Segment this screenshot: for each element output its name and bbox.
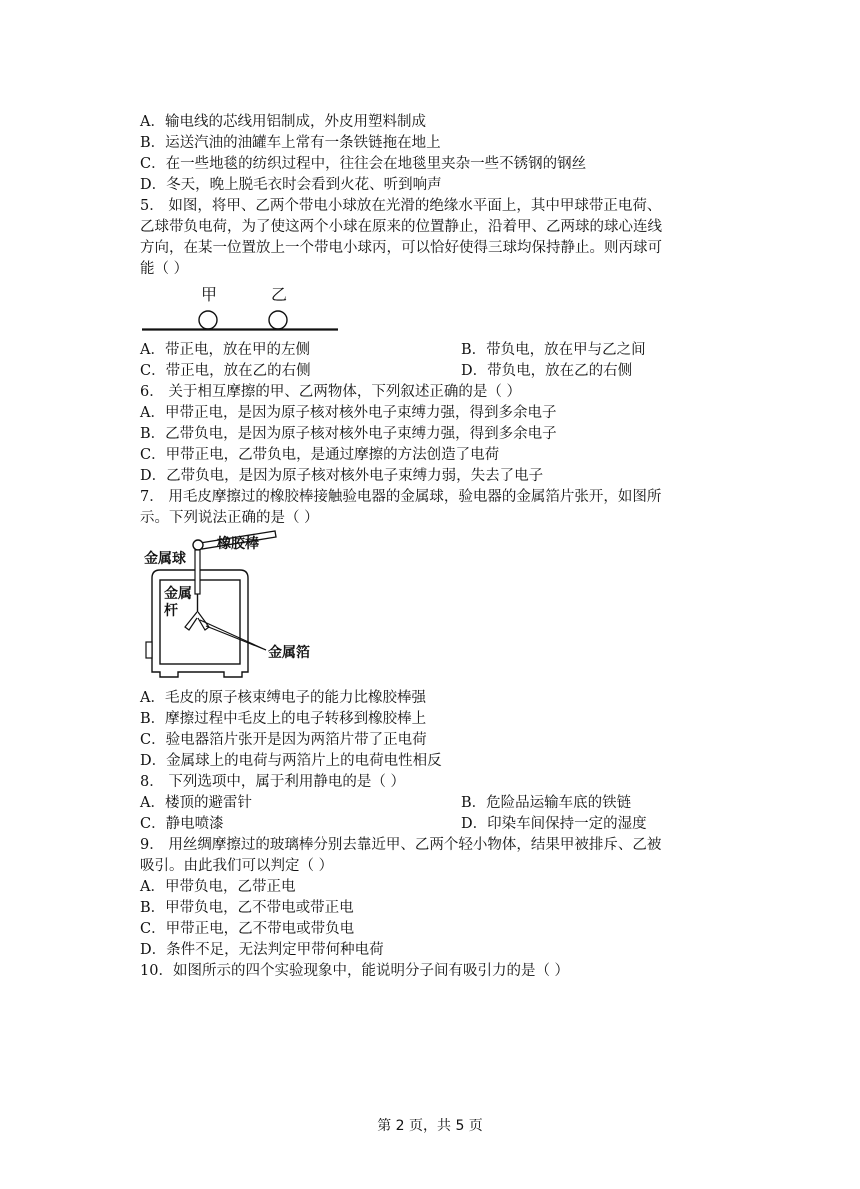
q5-option-b: B．带负电，放在甲与乙之间 <box>461 342 646 358</box>
q4-option-a: A．输电线的芯线用铝制成，外皮用塑料制成 <box>140 114 426 130</box>
q8-option-a: A．楼顶的避雷针 <box>140 795 252 811</box>
q6-stem: 6． 关于相互摩擦的甲、乙两物体，下列叙述正确的是（ ） <box>140 384 521 400</box>
metal-pole <box>195 550 200 594</box>
ball-jia <box>199 311 217 329</box>
q6-option-a: A．甲带正电，是因为原子核对核外电子束缚力强，得到多余电子 <box>140 405 557 421</box>
q6-option-d: D．乙带负电，是因为原子核对核外电子束缚力弱，失去了电子 <box>140 468 544 484</box>
case-foot <box>146 642 152 658</box>
q5-figure-label-jia: 甲 <box>201 285 218 304</box>
q7-stem-line2: 示。下列说法正确的是（ ） <box>140 510 319 526</box>
q9-stem-line2: 吸引。由此我们可以判定（ ） <box>140 858 334 874</box>
q8-option-c: C．静电喷漆 <box>140 816 224 832</box>
label-metal-foil: 金属箔 <box>268 645 310 661</box>
label-metal-ball: 金属球 <box>144 551 186 567</box>
q9-stem-line1: 9． 用丝绸摩擦过的玻璃棒分别去靠近甲、乙两个轻小物体，结果甲被排斥、乙被 <box>140 837 662 853</box>
q5-stem-line3: 方向，在某一位置放上一个带电小球丙，可以恰好使得三球均保持静止。则丙球可 <box>140 240 662 256</box>
q6-option-c: C．甲带正电，乙带负电，是通过摩擦的方法创造了电荷 <box>140 447 500 463</box>
q4-option-c: C．在一些地毯的纺织过程中，往往会在地毯里夹杂一些不锈钢的钢丝 <box>140 156 587 172</box>
label-metal-pole-2: 杆 <box>164 603 178 619</box>
q4-option-b: B．运送汽油的油罐车上常有一条铁链拖在地上 <box>140 135 441 151</box>
q5-stem-line1: 5． 如图，将甲、乙两个带电小球放在光滑的绝缘水平面上，其中甲球带正电荷、 <box>140 198 662 214</box>
q7-option-a: A．毛皮的原子核束缚电子的能力比橡胶棒强 <box>140 690 426 706</box>
q6-option-b: B．乙带负电，是因为原子核对核外电子束缚力强，得到多余电子 <box>140 426 557 442</box>
q5-stem-line4: 能（ ） <box>140 261 189 277</box>
q9-option-b: B．甲带负电，乙不带电或带正电 <box>140 900 354 916</box>
q7-option-b: B．摩擦过程中毛皮上的电子转移到橡胶棒上 <box>140 711 427 727</box>
q9-option-a: A．甲带负电，乙带正电 <box>140 879 296 895</box>
q7-option-c: C．验电器箔片张开是因为两箔片带了正电荷 <box>140 732 427 748</box>
metal-ball <box>193 540 203 550</box>
label-metal-pole-1: 金属 <box>164 586 192 602</box>
q5-figure-two-balls <box>140 280 345 336</box>
q7-figure-electroscope <box>140 530 380 690</box>
label-rubber-rod: 橡胶棒 <box>217 536 259 552</box>
q8-stem: 8． 下列选项中，属于利用静电的是（ ） <box>140 774 405 790</box>
page-footer: 第 2 页，共 5 页 <box>377 1118 483 1134</box>
q9-option-d: D．条件不足，无法判定甲带何种电荷 <box>140 942 384 958</box>
q5-option-c: C．带正电，放在乙的右侧 <box>140 363 311 379</box>
q5-option-a: A．带正电，放在甲的左侧 <box>140 342 310 358</box>
q5-figure-label-yi: 乙 <box>271 285 288 304</box>
q5-option-d: D．带负电，放在乙的右侧 <box>461 363 633 379</box>
q7-stem-line1: 7． 用毛皮摩擦过的橡胶棒接触验电器的金属球，验电器的金属箔片张开，如图所 <box>140 489 662 505</box>
ball-yi <box>269 311 287 329</box>
q10-stem: 10．如图所示的四个实验现象中，能说明分子间有吸引力的是（ ） <box>140 963 570 979</box>
q8-option-b: B．危险品运输车底的铁链 <box>461 795 632 811</box>
q5-stem-line2: 乙球带负电荷，为了使这两个小球在原来的位置静止，沿着甲、乙两球的球心连线 <box>140 219 662 235</box>
q9-option-c: C．甲带正电，乙不带电或带负电 <box>140 921 355 937</box>
q4-option-d: D．冬天，晚上脱毛衣时会看到火花、听到响声 <box>140 177 442 193</box>
q7-option-d: D．金属球上的电荷与两箔片上的电荷电性相反 <box>140 753 442 769</box>
q8-option-d: D．印染车间保持一定的湿度 <box>461 816 647 832</box>
